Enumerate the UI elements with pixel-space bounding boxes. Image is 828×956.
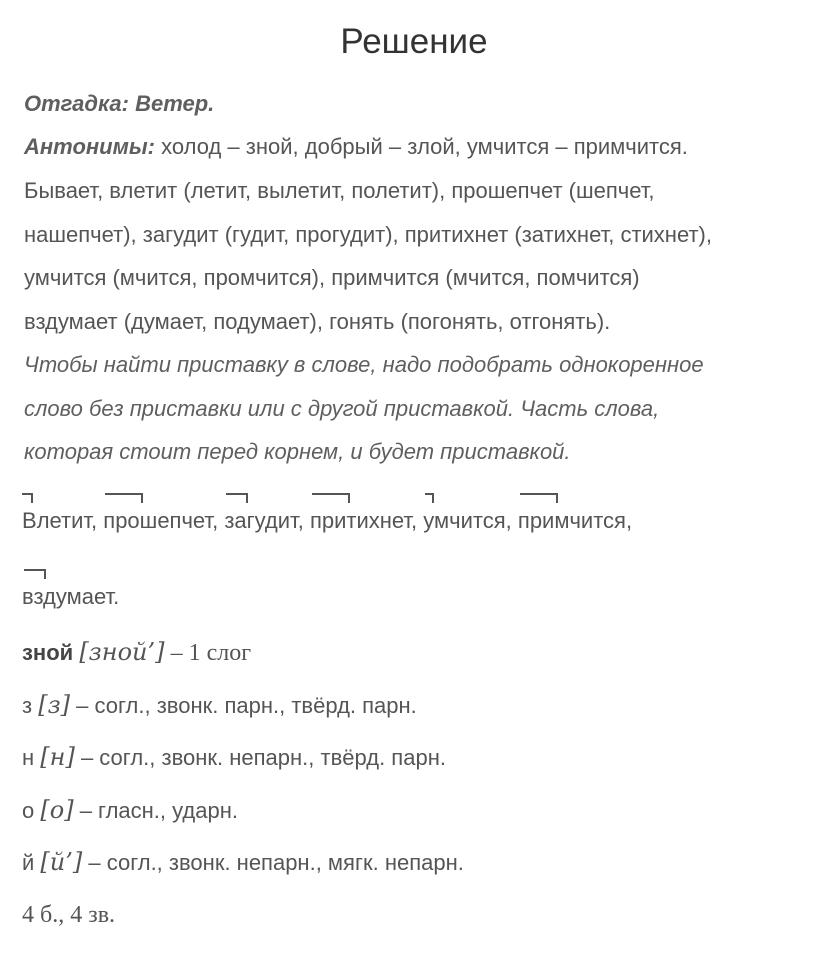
word-rest: гудит,: [246, 508, 304, 533]
phonetic-letter-row: [22, 795, 238, 826]
paragraph-line: умчится (мчится, промчится), примчится (мчится, помчится): [24, 265, 640, 290]
phonetic-summary: 4 б., 4 зв.: [22, 902, 116, 928]
phonetic-letter-row: [22, 847, 464, 878]
prefix-mark: [22, 493, 33, 503]
antonyms-line: [24, 132, 688, 162]
letter: й: [22, 850, 35, 875]
word-rest: шепчет,: [139, 508, 219, 533]
phonetic-word: зной: [22, 640, 74, 665]
phonetic-letter-row: [22, 742, 446, 773]
word-rest: тихнет,: [346, 508, 418, 533]
prefix-word: [310, 506, 417, 536]
page-title: Решение: [340, 22, 488, 61]
prefix-word: [22, 506, 97, 536]
sound: [н]: [40, 743, 75, 771]
prefix-part: про: [103, 508, 140, 533]
phonetic-letter-row: [22, 690, 417, 721]
answer-line: [24, 89, 214, 119]
answer-label: Отгадка:: [24, 91, 129, 116]
prefix-part: при: [309, 508, 347, 533]
paragraph-line: Бывает, влетит (летит, вылетит, полетит), прошепчет (шепчет,: [24, 178, 655, 203]
word-rest: мчится,: [554, 508, 633, 533]
prefix-mark: [105, 493, 143, 503]
prefix-word: [22, 582, 119, 612]
sound: [о]: [40, 796, 74, 824]
answer-value: Ветер.: [135, 91, 215, 116]
prefix-words-line: [22, 582, 119, 612]
prefix-word: [103, 506, 218, 536]
sound-description: – согл., звонк. парн., твёрд. парн.: [76, 693, 417, 718]
prefix-word: [224, 506, 304, 536]
phonetic-header: [22, 637, 251, 668]
letter: н: [22, 745, 35, 770]
sound-description: – гласн., ударн.: [79, 798, 238, 823]
prefix-part: при: [517, 508, 555, 533]
prefix-part: В: [22, 508, 37, 533]
prefix-mark: [312, 493, 350, 503]
word-rest: летит,: [36, 508, 98, 533]
sound-description: – согл., звонк. непарн., твёрд. парн.: [80, 745, 446, 770]
paragraph-line: вздумает (думает, подумает), гонять (погонять, отгонять).: [24, 309, 611, 334]
prefix-word: [518, 506, 632, 536]
prefix-mark: [24, 569, 46, 579]
word-rest: думает.: [43, 584, 120, 609]
phonetic-syllables: – 1 слог: [170, 640, 252, 666]
phonetic-transcription: [зной’]: [79, 638, 165, 666]
prefix-mark: [425, 493, 434, 503]
prefix-part: вз: [22, 584, 44, 609]
prefix-mark: [226, 493, 248, 503]
prefix-words-line: [22, 506, 632, 536]
sound-description: – согл., звонк. непарн., мягк. непарн.: [88, 850, 464, 875]
rule-line: слово без приставки или с другой приставкой. Часть слова,: [24, 396, 660, 421]
letter: о: [22, 798, 35, 823]
word-rest: мчится,: [434, 508, 512, 533]
prefix-part: за: [224, 508, 247, 533]
sound: [з]: [38, 691, 71, 719]
antonyms-text: холод – зной, добрый – злой, умчится – примчится.: [161, 134, 688, 159]
rule-line: Чтобы найти приставку в слове, надо подобрать однокоренное: [24, 352, 704, 377]
prefix-word: [423, 506, 512, 536]
rule-line: которая стоит перед корнем, и будет приставкой.: [24, 439, 571, 464]
paragraph-line: нашепчет), загудит (гудит, прогудит), притихнет (затихнет, стихнет),: [24, 222, 712, 247]
letter: з: [22, 693, 33, 718]
antonyms-label: Антонимы:: [24, 134, 156, 159]
prefix-part: у: [423, 508, 435, 533]
sound: [й’]: [40, 848, 83, 876]
prefix-mark: [520, 493, 558, 503]
